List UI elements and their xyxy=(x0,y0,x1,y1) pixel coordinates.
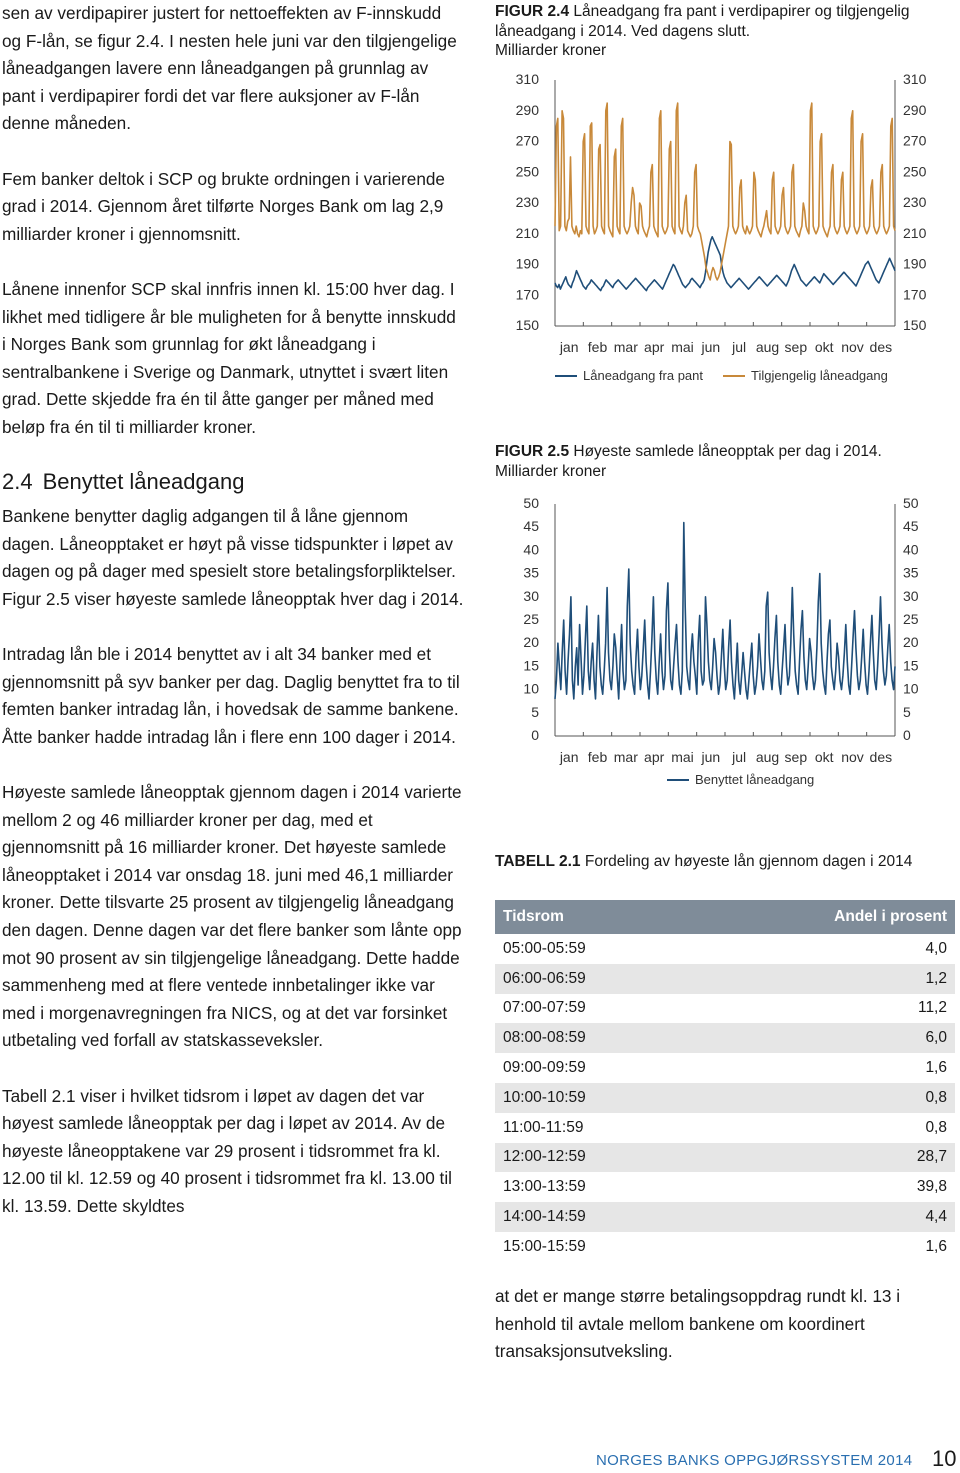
y-tick-label-left: 150 xyxy=(515,317,539,333)
y-tick-label-right: 15 xyxy=(903,657,919,674)
y-tick-label-left: 210 xyxy=(515,224,539,241)
y-tick-label-right: 20 xyxy=(903,634,919,651)
y-tick-label-left: 30 xyxy=(523,587,539,604)
table-cell-share: 1,2 xyxy=(695,964,955,994)
y-tick-label-right: 270 xyxy=(903,132,927,149)
table-cell-time: 05:00-05:59 xyxy=(503,939,586,957)
figure-2-4-caption: Låneadgang fra pant i verdipapirer og tilgjengelig låneadgang i 2014. Ved dagens slutt. xyxy=(495,3,910,40)
y-tick-label-left: 0 xyxy=(531,727,539,743)
table-cell-time: 07:00-07:59 xyxy=(503,999,586,1017)
paragraph-5: Intradag lån ble i 2014 benyttet av i alt 34 banker med et gjennomsnitt på syv banker per dag. Daglig benyttet fra to til femten banker intradag lån, i hovedsak de samme bankene. Åtte banker hadde intradag lån i flere enn 100 dager i 2014. xyxy=(2,644,460,747)
x-tick-label: nov xyxy=(841,339,864,355)
table-row xyxy=(495,1143,955,1173)
table-row xyxy=(495,1202,955,1232)
x-tick-label: sep xyxy=(784,339,808,355)
y-tick-label-right: 190 xyxy=(903,255,927,272)
x-tick-label: jul xyxy=(732,749,747,765)
table-row xyxy=(495,964,955,994)
figure-2-4-unit: Milliarder kroner xyxy=(495,42,607,59)
x-tick-label: mar xyxy=(613,749,638,765)
table-cell-share: 0,8 xyxy=(695,1083,955,1113)
x-tick-label: apr xyxy=(644,339,665,355)
y-tick-label-left: 45 xyxy=(523,518,539,535)
legend-label: Tilgjengelig låneadgang xyxy=(751,368,888,383)
table-cell-time: 10:00-10:59 xyxy=(495,1083,695,1113)
x-tick-label: jul xyxy=(732,339,747,355)
table-row xyxy=(495,1113,955,1143)
y-tick-label-right: 10 xyxy=(903,680,919,697)
y-tick-label-right: 170 xyxy=(903,286,927,303)
x-tick-label: jun xyxy=(701,339,721,355)
section-heading xyxy=(2,469,464,495)
table-row xyxy=(495,1172,955,1202)
y-tick-label-left: 40 xyxy=(523,541,539,558)
y-tick-label-left: 290 xyxy=(515,101,539,118)
x-tick-label: sep xyxy=(784,749,808,765)
paragraph-1: sen av verdipapirer justert for nettoeffekten av F-innskudd og F-lån, se figur 2.4. I nesten hele juni var den tilgjengelige låneadgangen lavere enn låneadgangen på grunnlag av pant i verdipapirer fordi det var flere auksjoner av F-lån denne måneden. xyxy=(2,3,457,134)
table-2-1-caption: Fordeling av høyeste lån gjennom dagen i 2014 xyxy=(584,853,913,870)
y-tick-label-right: 35 xyxy=(903,564,919,581)
y-tick-label-right: 5 xyxy=(903,703,911,720)
figure-2-5-chart xyxy=(495,488,957,798)
x-tick-label: jan xyxy=(559,339,579,355)
x-tick-label: mar xyxy=(613,339,638,355)
x-tick-label: feb xyxy=(587,749,608,765)
section-number: 2.4 xyxy=(2,469,33,495)
table-cell-share: 0,8 xyxy=(925,1118,947,1136)
y-tick-label-right: 40 xyxy=(903,541,919,558)
x-tick-label: apr xyxy=(644,749,665,765)
paragraph-7: Tabell 2.1 viser i hvilket tidsrom i løpet av dagen det var høyest samlede låneopptak per dag i løpet av 2014. Av de høyeste låneopptakene var 29 prosent i tidsrommet fra kl. 12.00 til kl. 12.59 og 40 prosent i tidsrommet fra kl. 13.00 til kl. 13.59. Dette skyldtes xyxy=(2,1085,452,1216)
y-tick-label-left: 310 xyxy=(515,71,539,87)
table-row xyxy=(495,1083,955,1113)
y-tick-label-right: 45 xyxy=(903,518,919,535)
y-tick-label-right: 25 xyxy=(903,611,919,627)
table-header-tidsrom: Tidsrom xyxy=(495,900,695,934)
y-tick-label-left: 10 xyxy=(523,680,539,697)
figure-2-5-label: FIGUR 2.5 xyxy=(495,443,570,460)
footer-title: NORGES BANKS OPPGJØRSSYSTEM 2014 xyxy=(596,1452,913,1469)
x-tick-label: aug xyxy=(755,749,780,765)
table-cell-time: 09:00-09:59 xyxy=(503,1059,586,1077)
figure-2-5-title xyxy=(495,442,957,481)
paragraph-2: Fem banker deltok i SCP og brukte ordningen i varierende grad i 2014. Gjennom året tilførte Norges Bank om lag 2,9 milliarder kroner i gjennomsnitt. xyxy=(2,168,445,244)
x-tick-label: nov xyxy=(841,749,864,765)
x-tick-label: aug xyxy=(755,339,780,355)
table-2-1-title xyxy=(495,852,957,872)
y-tick-label-left: 25 xyxy=(523,611,539,627)
x-tick-label: feb xyxy=(587,339,608,355)
figure-2-5-caption: Høyeste samlede låneopptak per dag i 2014. xyxy=(573,443,882,460)
x-tick-label: des xyxy=(869,749,893,765)
table-cell-time: 14:00-14:59 xyxy=(495,1202,695,1232)
legend-label: Låneadgang fra pant xyxy=(583,368,703,383)
table-row xyxy=(495,1232,955,1262)
series-line-1 xyxy=(555,103,895,280)
y-tick-label-right: 50 xyxy=(903,495,919,511)
table-2-1 xyxy=(495,900,955,1262)
y-tick-label-right: 310 xyxy=(903,71,927,87)
table-header-row xyxy=(495,900,955,934)
table-row xyxy=(495,994,955,1024)
left-column xyxy=(2,0,464,1248)
table-cell-share: 4,4 xyxy=(695,1202,955,1232)
y-tick-label-right: 30 xyxy=(903,587,919,604)
x-tick-label: okt xyxy=(814,339,834,355)
y-tick-label-left: 230 xyxy=(515,194,539,210)
table-cell-share: 1,6 xyxy=(925,1059,947,1077)
x-tick-label: okt xyxy=(814,749,834,765)
y-tick-label-right: 230 xyxy=(903,194,927,210)
table-cell-share: 4,0 xyxy=(925,939,947,957)
y-tick-label-right: 150 xyxy=(903,317,927,333)
y-tick-label-left: 20 xyxy=(523,634,539,651)
paragraph-6: Høyeste samlede låneopptak gjennom dagen i 2014 varierte mellom 2 og 46 milliarder kroner per dag, med et gjennomsnitt på 16 milliarder kroner. Det høyeste samlede låneopptaket i 2014 var onsdag 18. juni med 46,1 milliarder kroner. Dette tilsvarte 25 prosent av tilgjengelig låneadgang den dagen. Denne dagen var det flere banker som lånte opp mot 90 prosent av sin tilgjengelige låneadgang. Dette hadde sammenheng med at flere ventede innbetalinger ikke var med i morgenavregningen fra NICS, og at det var forsinket utbetaling ved forfall av statskasseveksler. xyxy=(2,782,462,1051)
y-tick-label-left: 270 xyxy=(515,132,539,149)
y-tick-label-right: 210 xyxy=(903,224,927,241)
y-tick-label-left: 50 xyxy=(523,495,539,511)
y-tick-label-left: 15 xyxy=(523,657,539,674)
figure-2-4-chart xyxy=(495,62,957,392)
table-row xyxy=(495,1053,955,1083)
section-title: Benyttet låneadgang xyxy=(42,469,245,495)
y-tick-label-left: 170 xyxy=(515,286,539,303)
paragraph-3: Lånene innenfor SCP skal innfris innen kl. 15:00 hver dag. I likhet med tidligere år ble muligheten for å benytte innskudd i Norges Bank som grunnlag for økt låneadgang i sentralbankene i Sverige og Danmark, utnyttet i svært liten grad. Dette skjedde fra én til åtte ganger per måned med beløp fra én til ti milliarder kroner. xyxy=(2,278,456,437)
table-cell-time: 08:00-08:59 xyxy=(495,1023,695,1053)
y-tick-label-left: 35 xyxy=(523,564,539,581)
x-tick-label: jan xyxy=(559,749,579,765)
figure-2-4-title xyxy=(495,2,957,61)
table-cell-time: 06:00-06:59 xyxy=(495,964,695,994)
y-tick-label-left: 5 xyxy=(531,703,539,720)
y-tick-label-left: 190 xyxy=(515,255,539,272)
legend-label: Benyttet låneadgang xyxy=(695,772,815,787)
table-cell-share: 6,0 xyxy=(695,1023,955,1053)
table-2-1-label: TABELL 2.1 xyxy=(495,853,581,870)
table-cell-share: 28,7 xyxy=(695,1143,955,1173)
table-cell-time: 13:00-13:59 xyxy=(503,1178,586,1196)
table-row xyxy=(495,934,955,964)
table-row xyxy=(495,1023,955,1053)
figure-2-4-label: FIGUR 2.4 xyxy=(495,3,570,20)
y-tick-label-right: 250 xyxy=(903,163,927,180)
x-tick-label: des xyxy=(869,339,893,355)
x-tick-label: mai xyxy=(671,339,694,355)
y-tick-label-right: 290 xyxy=(903,101,927,118)
table-cell-share: 39,8 xyxy=(916,1178,947,1196)
table-header-andel: Andel i prosent xyxy=(695,900,955,934)
y-tick-label-left: 250 xyxy=(515,163,539,180)
table-cell-share: 11,2 xyxy=(917,999,947,1017)
page-number: 10 xyxy=(932,1446,957,1471)
y-tick-label-right: 0 xyxy=(903,727,911,743)
table-cell-time: 11:00-11:59 xyxy=(503,1118,584,1136)
x-tick-label: mai xyxy=(671,749,694,765)
series-line-0 xyxy=(555,523,895,699)
figure-2-5-unit: Milliarder kroner xyxy=(495,462,607,480)
paragraph-right-end: at det er mange større betalingsoppdrag rundt kl. 13 i henhold til avtale mellom bankene om koordinert transaksjonsutveksling. xyxy=(495,1286,901,1362)
table-cell-time: 15:00-15:59 xyxy=(503,1237,586,1255)
paragraph-4: Bankene benytter daglig adgangen til å låne gjennom dagen. Låneopptaket er høyt på visse tidspunkter i løpet av dagen og på dager med spesielt store betalingsforpliktelser. Figur 2.5 viser høyeste samlede låneopptak hver dag i 2014. xyxy=(2,506,464,609)
table-cell-share: 1,6 xyxy=(925,1237,947,1255)
table-cell-time: 12:00-12:59 xyxy=(495,1143,695,1173)
x-tick-label: jun xyxy=(701,749,721,765)
